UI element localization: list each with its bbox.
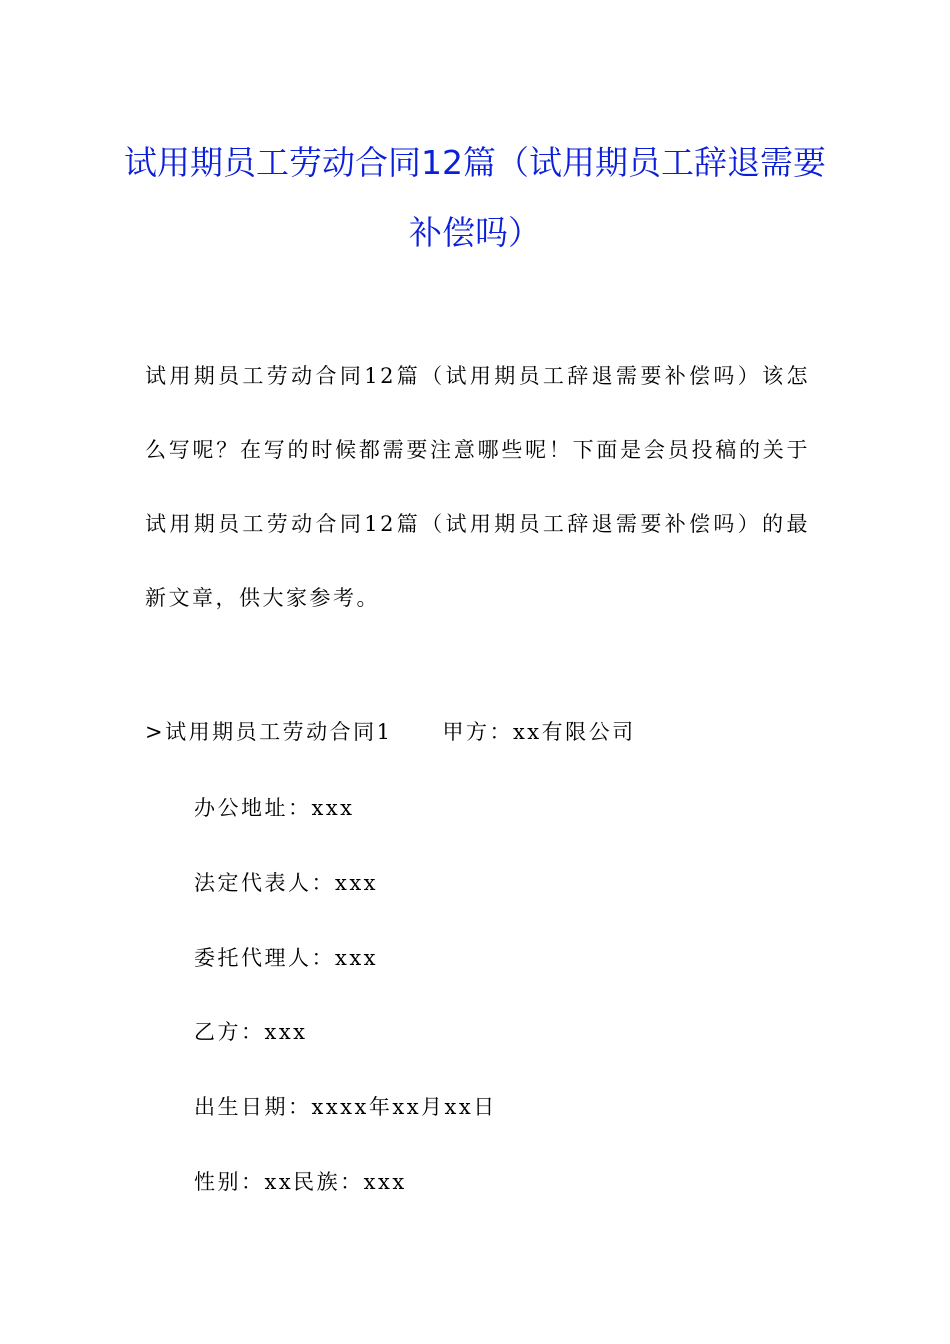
contract-heading-line bbox=[145, 712, 810, 752]
authorized-agent-line: 委托代理人：xxx bbox=[194, 946, 379, 970]
document-title: 试用期员工劳动合同12篇（试用期员工辞退需要补偿吗） bbox=[124, 143, 826, 252]
office-address-line: 办公地址：xxx bbox=[194, 796, 355, 820]
intro-paragraph: 试用期员工劳动合同12篇（试用期员工辞退需要补偿吗）该怎么写呢？在写的时候都需要注意哪些呢！下面是会员投稿的关于试用期员工劳动合同12篇（试用期员工辞退需要补偿吗）的最新文章，供大家参考。 bbox=[145, 364, 810, 610]
party-b-line: 乙方：xxx bbox=[194, 1020, 308, 1044]
birth-date-line: 出生日期：xxxx年xx月xx日 bbox=[194, 1095, 497, 1119]
party-a-line: 甲方：xx有限公司 bbox=[442, 720, 636, 744]
contract-heading: >试用期员工劳动合同1 bbox=[145, 720, 393, 744]
gender-ethnicity-line: 性别：xx民族：xxx bbox=[194, 1170, 407, 1194]
legal-representative-line: 法定代表人：xxx bbox=[194, 871, 379, 895]
